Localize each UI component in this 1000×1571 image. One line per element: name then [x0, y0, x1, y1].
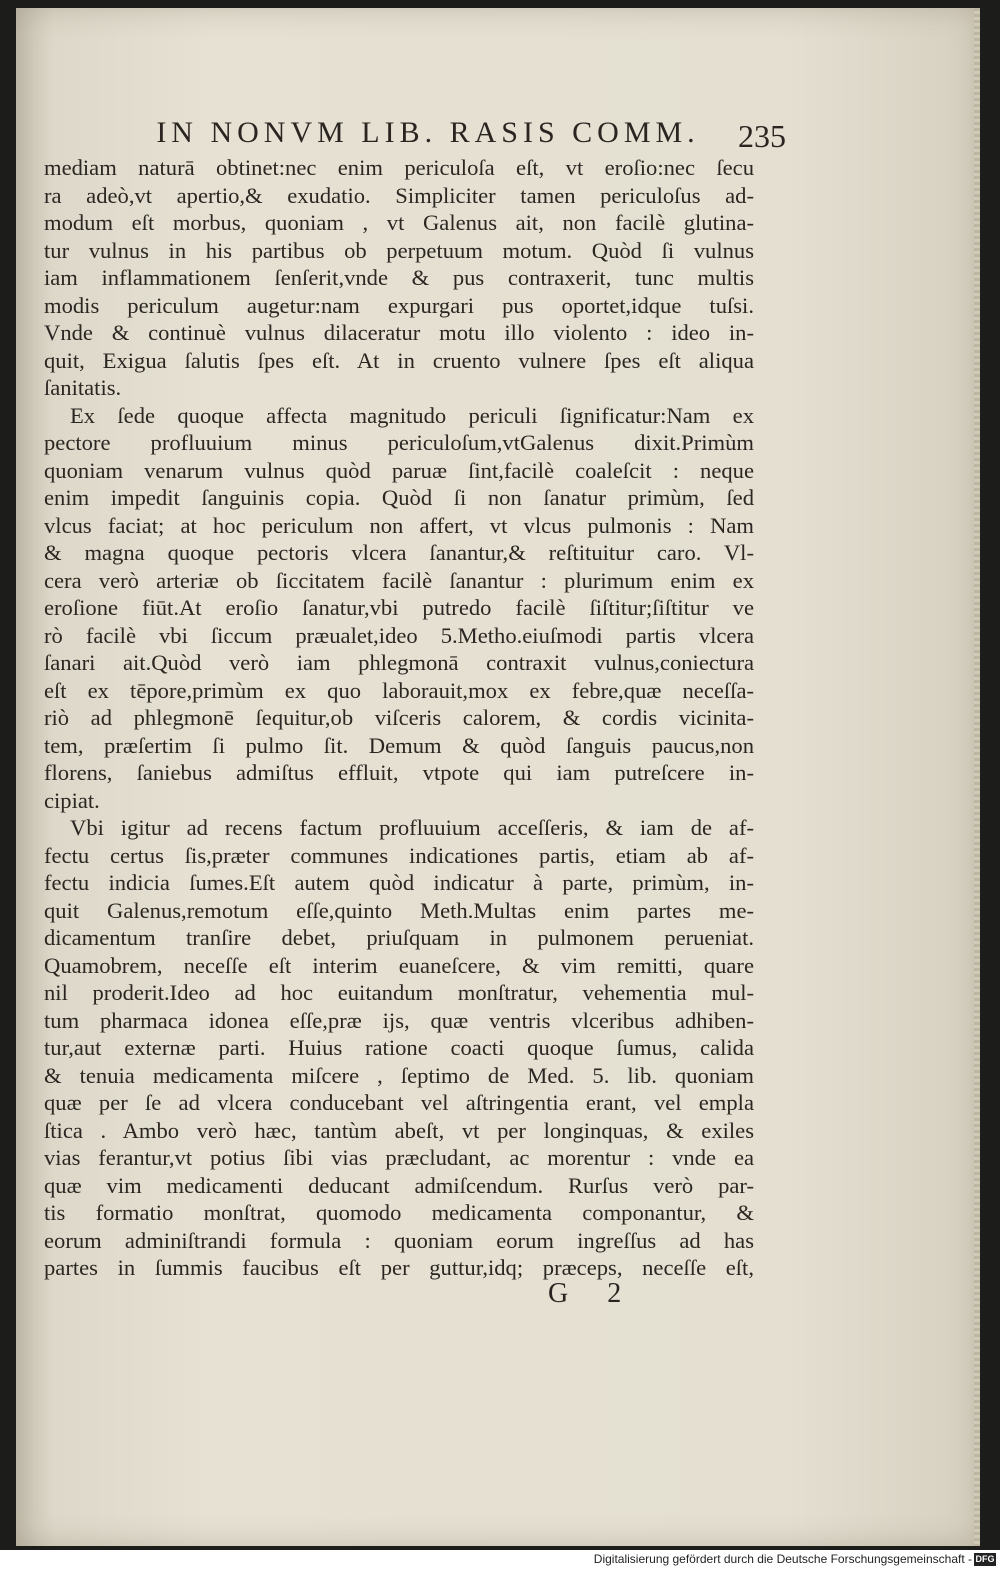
text-line: quit, Exigua ſalutis ſpes eſt. At in cruento vulnere ſpes eſt aliqua	[44, 347, 754, 373]
paragraph-3	[44, 814, 754, 1282]
text-line: partes in ſummis faucibus eſt per guttur,idq; præceps, neceſſe eſt,	[44, 1255, 754, 1280]
text-line: & magna quoque pectoris vlcera ſanantur,& reſtituitur caro. Vl-	[44, 540, 754, 565]
text-line: Vbi igitur ad recens factum profluuium acceſſeris, & iam de af-	[70, 815, 754, 840]
text-line: dicamentum tranſire debet, priuſquam in pulmonem perueniat.	[44, 925, 754, 950]
text-line: nil proderit.Ideo ad hoc euitandum monſtratur, vehementia mul-	[44, 980, 754, 1005]
dfg-logo-icon: DFG	[975, 1554, 995, 1564]
text-line: eroſione fiūt.At eroſio ſanatur,vbi putredo facilè ſiſtitur;ſiſtitur ve	[44, 595, 754, 620]
text-line: vlcus faciat; at hoc periculum non affert, vt vlcus pulmonis : Nam	[44, 512, 754, 538]
text-line: quæ per ſe ad vlcera conducebant vel aſtringentia erant, vel empla	[44, 1090, 754, 1115]
text-line: cera verò arteriæ ob ſiccitatem facilè ſanantur : plurimum enim ex	[44, 567, 754, 593]
text-line: ſtica . Ambo verò hæc, tantùm abeſt, vt per longinquas, & exiles	[44, 1117, 754, 1143]
text-line: Vnde & continuè vulnus dilaceratur motu illo violento : ideo in-	[44, 320, 754, 345]
page-header	[16, 116, 980, 156]
text-line: modis periculum augetur:nam expurgari pus oportet,idque tuſsi.	[44, 292, 754, 318]
text-line: quit Galenus,remotum eſſe,quinto Meth.Multas enim partes me-	[44, 897, 754, 923]
text-line: ra adeò,vt apertio,& exudatio. Simpliciter tamen periculoſus ad-	[44, 182, 754, 208]
text-line: Ex ſede quoque affecta magnitudo periculi ſignificatur:Nam ex	[70, 402, 754, 428]
signature-mark: G 2	[548, 1278, 638, 1309]
text-line: cipiat.	[44, 787, 100, 813]
book-page	[16, 8, 980, 1546]
funding-credit: Digitalisierung gefördert durch die Deutsche Forschungsgemeinschaft -	[593, 1552, 972, 1566]
page-edge	[974, 8, 980, 1546]
text-line: rò facilè vbi ſiccum præualet,ideo 5.Metho.eiuſmodi partis vlcera	[44, 622, 754, 648]
text-line: ſanitatis.	[44, 375, 122, 400]
paragraph-1	[44, 154, 754, 402]
page-number: 235	[738, 118, 786, 154]
text-line: tur vulnus in his partibus ob perpetuum motum. Quòd ſi vulnus	[44, 237, 754, 263]
text-line: Quamobrem, neceſſe eſt interim euaneſcere, & vim remitti, quare	[44, 952, 754, 978]
text-line: tur,aut externæ parti. Huius ratione coacti quoque ſumus, calida	[44, 1035, 754, 1060]
text-line: quæ vim medicamenti deducant admiſcendum. Rurſus verò par-	[44, 1172, 754, 1198]
running-head: IN NONVM LIB. RASIS COMM.	[156, 116, 700, 149]
paragraph-2	[44, 402, 754, 815]
text-line: riò ad phlegmonē ſequitur,ob viſceris calorem, & cordis vicinita-	[44, 705, 754, 730]
text-line: tem, præſertim ſi pulmo ſit. Demum & quòd ſanguis paucus,non	[44, 732, 754, 758]
text-line: quoniam venarum vulnus quòd paruæ ſint,facilè coaleſcit : neque	[44, 457, 754, 483]
text-line: eſt ex tēpore,primùm ex quo laborauit,mox ex febre,quæ neceſſa-	[44, 677, 754, 703]
text-line: & tenuia medicamenta miſcere , ſeptimo de Med. 5. lib. quoniam	[44, 1062, 754, 1088]
text-line: iam inflammationem ſenſerit,vnde & pus contraxerit, tunc multis	[44, 265, 754, 290]
body-text	[44, 154, 754, 1282]
text-line: fectu indicia ſumes.Eſt autem quòd indicatur à parte, primùm, in-	[44, 870, 754, 895]
text-line: ſanari ait.Quòd verò iam phlegmonā contraxit vulnus,coniectura	[44, 650, 754, 675]
text-line: tis formatio monſtrat, quomodo medicamenta componantur, &	[44, 1200, 754, 1225]
text-line: fectu certus ſis,præter communes indicationes partis, etiam ab af-	[44, 842, 754, 868]
text-line: pectore profluuium minus periculoſum,vtGalenus dixit.Primùm	[44, 430, 754, 455]
text-line: florens, ſaniebus admiſtus effluit, vtpote qui iam putreſcere in-	[44, 760, 754, 785]
text-line: eorum adminiſtrandi formula : quoniam eorum ingreſſus ad has	[44, 1227, 754, 1253]
text-line: enim impedit ſanguinis copia. Quòd ſi non ſanatur primùm, ſed	[44, 485, 754, 510]
text-line: vias ferantur,vt potius ſibi vias præcludant, ac morentur : vnde ea	[44, 1145, 754, 1170]
text-line: tum pharmaca idonea eſſe,præ ijs, quæ ventris vlceribus adhiben-	[44, 1007, 754, 1033]
text-line: modum eſt morbus, quoniam , vt Galenus ait, non facilè glutina-	[44, 210, 754, 235]
text-line: mediam naturā obtinet:nec enim periculoſa eſt, vt eroſio:nec ſecu	[44, 155, 754, 180]
